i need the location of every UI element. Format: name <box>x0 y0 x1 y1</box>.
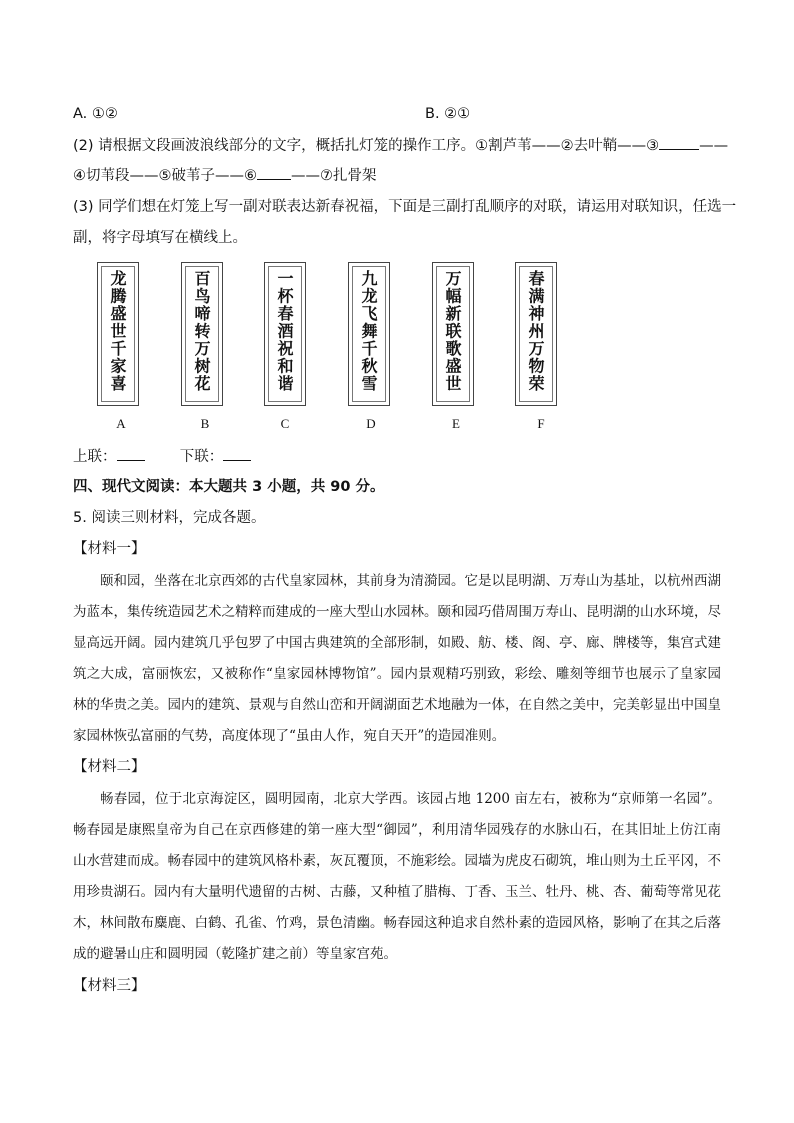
couplet-scroll-c: 一杯春酒祝和谐 <box>264 262 306 406</box>
lower-couplet-label: 下联： <box>179 449 224 465</box>
question-5: 5. 阅读三则材料，完成各题。 <box>73 510 266 526</box>
upper-couplet-label: 上联： <box>73 449 117 465</box>
couplet-scroll-d: 九龙飞舞千秋雪 <box>348 262 390 406</box>
answer-blank-3[interactable] <box>659 135 699 150</box>
question-2-line-1: (2) 请根据文段画波浪线部分的文字，概括扎灯笼的操作工序。①割芦苇——②去叶鞘——③ —— <box>73 135 723 156</box>
upper-couplet-blank[interactable] <box>117 446 145 461</box>
material-2-text: 畅春园，位于北京海淀区，圆明园南，北京大学西。该园占地 1200 亩左右，被称为“京师第一名园”。畅春园是康熙皇帝为自己在京西修建的第一座大型“御园”，利用清华园残存的水脉山石，在其旧址上仿江南山水营建而成。畅春园中的建筑风格朴素，灰瓦覆顶，不施彩绘。园墙为虎皮石砌筑，堆山则为土丘平冈，不用珍贵湖石。园内有大量明代遗留的古树、古藤，又种植了腊梅、丁香、玉兰、牡丹、桃、杏、葡萄等常见花木，林间散布麋鹿、白鹤、孔雀、竹鸡，景色清幽。畅春园这种追求自然朴素的造园风格，影响了在其之后落成的避暑山庄和圆明园（乾隆扩建之前）等皇家宫苑。 <box>73 791 721 962</box>
couplet-scroll-e: 万幅新联歌盛世 <box>432 262 474 406</box>
material-2-heading: 【材料二】 <box>73 759 146 775</box>
question-3-line-2: 副，将字母填写在横线上。 <box>73 230 247 246</box>
couplet-label-c: C <box>280 416 290 431</box>
answer-blank-6[interactable] <box>257 165 291 180</box>
question-2-line-2: ④切苇段——⑤破苇子——⑥ ——⑦扎骨架 <box>73 165 723 186</box>
couplet-scroll-a: 龙腾盛世千家喜 <box>97 262 139 406</box>
option-row <box>73 104 723 124</box>
section-4-title: 四、现代文阅读：本大题共 3 小题，共 90 分。 <box>73 479 385 495</box>
material-1-text: 颐和园，坐落在北京西郊的古代皇家园林，其前身为清漪园。它是以昆明湖、万寿山为基址，以杭州西湖为蓝本，集传统造园艺术之精粹而建成的一座大型山水园林。颐和园巧借周围万寿山、昆明湖的山水环境，尽显高远开阔。园内建筑几乎包罗了中国古典建筑的全部形制，如殿、舫、楼、阁、亭、廊、牌楼等，集宫式建筑之大成，富丽恢宏，又被称作“皇家园林博物馆”。园内景观精巧别致，彩绘、雕刻等细节也展示了皇家园林的华贵之美。园内的建筑、景观与自然山峦和开阔湖面艺术地融为一体，在自然之美中，完美彰显出中国皇家园林恢弘富丽的气势，高度体现了“虽由人作，宛自天开”的造园准则。 <box>73 573 721 744</box>
material-1-heading: 【材料一】 <box>73 541 146 557</box>
option-a: A. ①② <box>73 106 118 122</box>
couplet-scroll-b: 百鸟啼转万树花 <box>181 262 223 406</box>
lower-couplet-blank[interactable] <box>223 446 251 461</box>
couplet-label-d: D <box>366 416 376 431</box>
material-3-heading: 【材料三】 <box>73 978 146 994</box>
couplet-label-f: F <box>537 416 545 431</box>
couplet-label-e: E <box>452 416 460 431</box>
question-3-line-1: (3) 同学们想在灯笼上写一副对联表达新春祝福，下面是三副打乱顺序的对联，请运用对联知识，任选一 <box>73 199 737 215</box>
couplet-label-a: A <box>116 416 126 431</box>
couplet-label-b: B <box>200 416 210 431</box>
couplet-scroll-f: 春满神州万物荣 <box>515 262 557 406</box>
option-b: B. ②① <box>425 106 471 122</box>
couplet-answer-row <box>73 446 723 467</box>
